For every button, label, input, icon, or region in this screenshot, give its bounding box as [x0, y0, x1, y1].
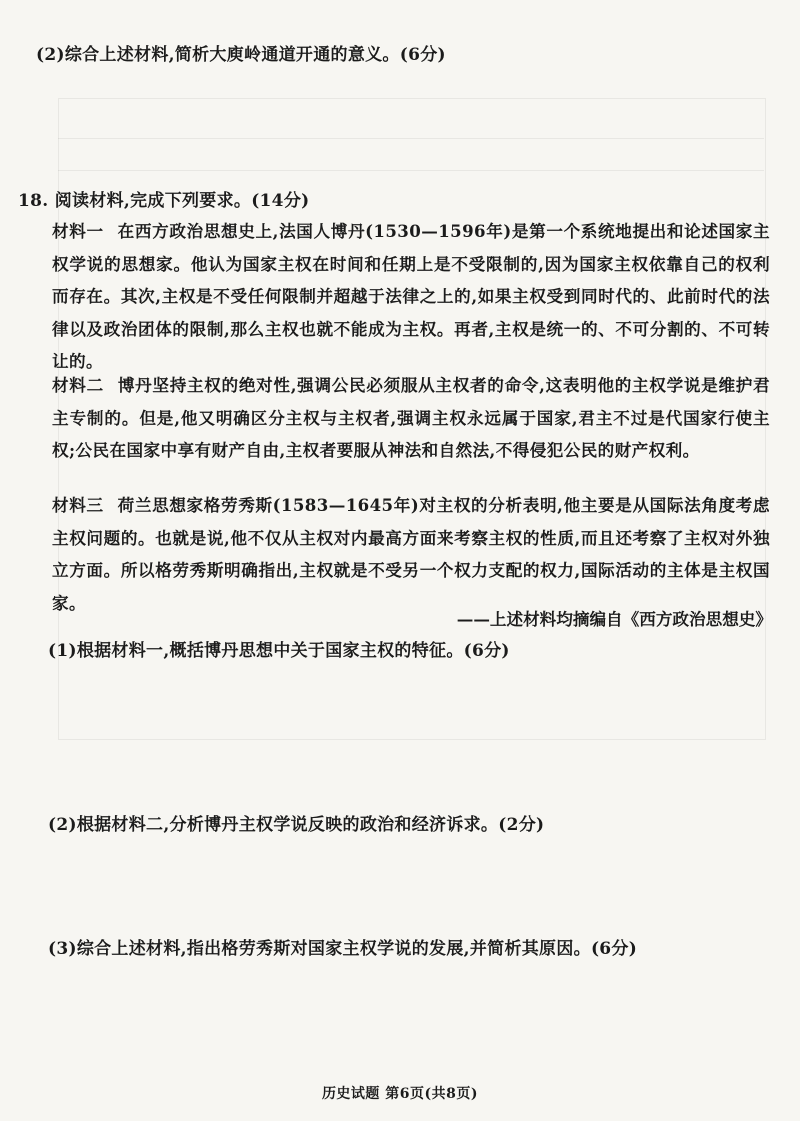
material-3-text: 荷兰思想家格劳秀斯(1583—1645年)对主权的分析表明,他主要是从国际法角度考虑主权问题的。也就是说,他不仅从主权对内最高方面来考察主权的性质,而且还考察了主权对外独立方面。所以格劳秀斯明确指出,主权就是不受另一个权力支配的权力,国际活动的主体是主权国家。 [52, 495, 770, 613]
material-2 [52, 369, 770, 467]
material-2-label: 材料二 [52, 375, 104, 395]
q18-sub3-prompt: (3)综合上述材料,指出格劳秀斯对国家主权学说的发展,并简析其原因。(6分) [48, 939, 638, 959]
q18-heading: 18. 阅读材料,完成下列要求。(14分) [18, 191, 310, 211]
material-1 [52, 215, 770, 378]
bleed-through-line [58, 138, 764, 139]
q17-part2-prompt: (2)综合上述材料,简析大庾岭通道开通的意义。(6分) [36, 45, 446, 65]
material-1-text: 在西方政治思想史上,法国人博丹(1530—1596年)是第一个系统地提出和论述国家主权学说的思想家。他认为国家主权在时间和任期上是不受限制的,因为国家主权依靠自己的权利而存在。其次,主权是不受任何限制并超越于法律之上的,如果主权受到同时代的、此前时代的法律以及政治团体的限制,那么主权也就不能成为主权。再者,主权是统一的、不可分割的、不可转让的。 [52, 221, 770, 372]
material-3-label: 材料三 [52, 495, 104, 515]
bleed-through-line [58, 170, 764, 171]
page-footer: 历史试题 第6页(共8页) [321, 1086, 479, 1102]
q18-sub2-prompt: (2)根据材料二,分析博丹主权学说反映的政治和经济诉求。(2分) [48, 815, 545, 835]
q18-sub1-prompt: (1)根据材料一,概括博丹思想中关于国家主权的特征。(6分) [48, 641, 510, 661]
material-2-text: 博丹坚持主权的绝对性,强调公民必须服从主权者的命令,这表明他的主权学说是维护君主专制的。但是,他又明确区分主权与主权者,强调主权永远属于国家,君主不过是代国家行使主权;公民在国家中享有财产自由,主权者要服从神法和自然法,不得侵犯公民的财产权利。 [52, 375, 771, 461]
material-3 [52, 489, 770, 619]
material-1-label: 材料一 [52, 221, 104, 241]
material-source: ——上述材料均摘编自《西方政治思想史》 [456, 609, 772, 629]
